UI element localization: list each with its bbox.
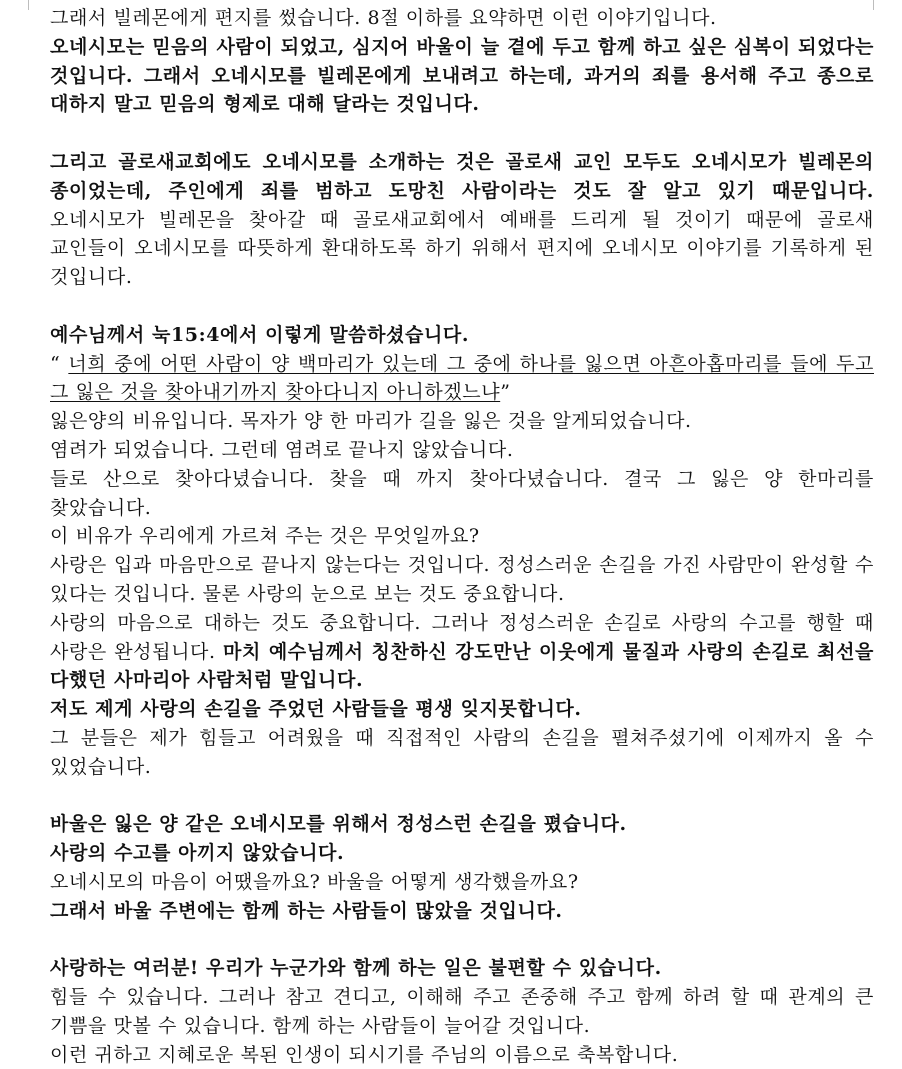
text-line-bold: 저도 제게 사랑의 손길을 주었던 사람들을 평생 잊지못합니다. xyxy=(50,698,582,721)
paragraph-gap xyxy=(50,782,874,811)
text-line: 그 분들은 제가 힘들고 어려웠을 때 직접적인 사람의 손길을 펼쳐주셨기에 이제까지 올 수 있었습니다. xyxy=(50,726,874,778)
paragraph-samaritan xyxy=(50,609,874,695)
scripture-heading: 예수님께서 눅15:4에서 이렇게 말씀하셨습니다. xyxy=(50,323,470,346)
text-line-bold: 사랑하는 여러분! 우리가 누군가와 함께 하는 일은 불편할 수 있습니다. xyxy=(50,957,662,980)
page-corner-mark-left xyxy=(28,0,29,10)
paragraph-gap xyxy=(50,926,874,955)
text-line: 이 비유가 우리에게 가르쳐 주는 것은 무엇일까요? xyxy=(50,525,480,548)
samaritan-plain-text: 사랑의 마음으로 대하는 것도 중요합니다. 그러나 정성스러운 손길로 사랑의 수고를 행할 때 사랑은 완성됩니다. xyxy=(50,611,874,663)
text-line: 염려가 되었습니다. 그런데 염려로 끝나지 않았습니다. xyxy=(50,438,514,461)
paragraph-colossian-church xyxy=(50,148,874,292)
text-line: 들로 산으로 찾아다녔습니다. 찾을 때 까지 찾아다녔습니다. 결국 그 잃은 양 한마리를 찾았습니다. xyxy=(50,467,874,519)
paragraph-onesimus-summary: 오네시모는 믿음의 사람이 되었고, 심지어 바울이 늘 곁에 두고 함께 하고 싶은 심복이 되었다는 것입니다. 그래서 오네시모를 빌레몬에게 보내려고 하는데, 과거의 죄를 용서해 주고 종으로 대하지 말고 믿음의 형제로 대해 달라는 것입니다. xyxy=(50,35,874,116)
text-line-bold: 그래서 바울 주변에는 함께 하는 사람들이 많았을 것입니다. xyxy=(50,899,563,922)
paragraph-gap xyxy=(50,119,874,148)
document-page xyxy=(50,4,874,1069)
closing-blessing: 이런 귀하고 지혜로운 복된 인생이 되시기를 주님의 이름으로 축복합니다. xyxy=(50,1043,679,1066)
paragraph-letter-summary-intro: 그래서 빌레몬에게 편지를 썼습니다. 8절 이하를 요약하면 이런 이야기입니다. xyxy=(50,7,717,29)
scripture-quote xyxy=(50,350,874,408)
quote-open-mark: “ xyxy=(50,352,69,375)
quote-close-mark: ” xyxy=(500,381,511,404)
scripture-quote-text: 너희 중에 어떤 사람이 양 백마리가 있는데 그 중에 하나를 잃으면 아흔아홉마리를 들에 두고 그 잃은 것을 찾아내기까지 찾아다니지 아니하겠느냐 xyxy=(50,352,874,404)
text-line: 오네시모의 마음이 어땠을까요? 바울을 어떻게 생각했을까요? xyxy=(50,870,579,893)
colossian-church-bold-text: 그리고 골로새교회에도 오네시모를 소개하는 것은 골로새 교인 모두도 오네시모가 빌레몬의 종이었는데, 주인에게 죄를 범하고 도망친 사람이라는 것도 잘 알고 있기 때문입니다. xyxy=(50,150,874,202)
text-line: 사랑은 입과 마음만으로 끝나지 않는다는 것입니다. 정성스러운 손길을 가진 사람만이 완성할 수 있다는 것입니다. 물론 사랑의 눈으로 보는 것도 중요합니다. xyxy=(50,554,874,605)
text-line: 힘들 수 있습니다. 그러나 참고 견디고, 이해해 주고 존중해 주고 함께 하려 할 때 관계의 큰 기쁨을 맛볼 수 있습니다. 함께 하는 사람들이 늘어갈 것입니다. xyxy=(50,986,874,1037)
paragraph-gap xyxy=(50,292,874,321)
text-line: 잃은양의 비유입니다. 목자가 양 한 마리가 길을 잃은 것을 알게되었습니다. xyxy=(50,410,692,433)
colossian-church-plain-text: 오네시모가 빌레몬을 찾아갈 때 골로새교회에서 예배를 드리게 될 것이기 때문에 골로새 교인들이 오네시모를 따뜻하게 환대하도록 하기 위해서 편지에 오네시모 이야기를 기록하게 된 것입니다. xyxy=(50,208,874,289)
samaritan-bold-text: 마치 예수님께서 칭찬하신 강도만난 이웃에게 물질과 사랑의 손길로 최선을 다했던 사마리아 사람처럼 말입니다. xyxy=(50,640,874,692)
text-line-bold: 바울은 잃은 양 같은 오네시모를 위해서 정성스런 손길을 폈습니다. xyxy=(50,813,627,836)
text-line-bold: 사랑의 수고를 아끼지 않았습니다. xyxy=(50,842,345,865)
